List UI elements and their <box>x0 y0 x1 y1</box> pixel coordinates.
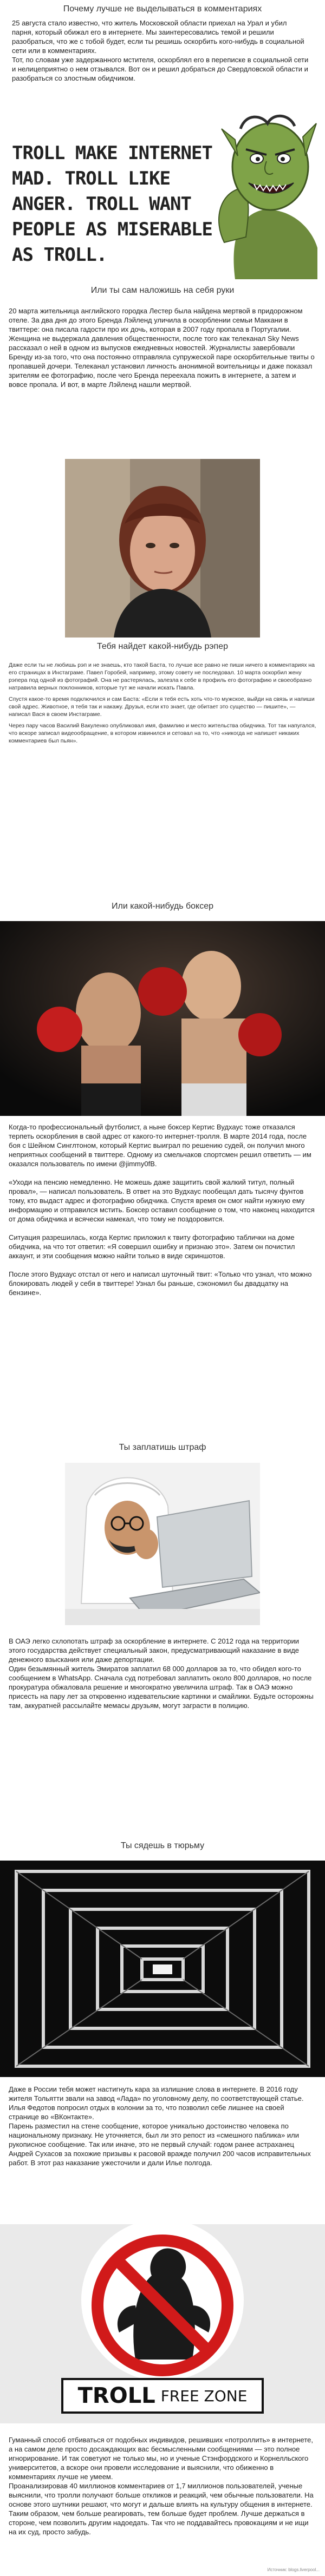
intro-title: Почему лучше не выделываться в комментариях <box>63 4 262 14</box>
section-5-text: Даже в России тебя может настигнуть кара за излишние слова в интернете. В 2016 году жителя Тольятти звали на завод «Лада» по уголовному делу, по соответствующей статье. Илья Федотов попросил отдых в колонии за то, что позволил себе лишнее на своей странице во «ВКонтакте». Парень разместил на стене сообщение, которое уникально достоинство человека по национальному признаку. Не уточняется, был ли это репост из «смешного паблика» или рукописное сообщение. Так или иначе, это не первый случай: годом ранее астраханец Андрей Сухасов за похожие призывы к расовой вражде получил 200 часов исправительных работ. В этот раз наказание ужесточили и дали Илье полгода. <box>9 2085 311 2167</box>
source-watermark: Источник: blogs.liverpool... <box>267 2567 320 2572</box>
free-zone-words: FREE ZONE <box>160 2387 248 2405</box>
section-1-title: Или ты сам наложишь на себя руки <box>90 286 235 295</box>
spiral-staircase-graphic <box>0 1861 325 2077</box>
troll-meme-image <box>8 107 317 279</box>
troll-free-zone-image <box>0 2224 325 2423</box>
intro-paragraph-2: Тот, по словам уже задержанного мстителя, оскорблял его в переписке в социальной сети и нелицеприятно о нем отзывался. Вот он и решил добраться до Свердловской области и разобраться со злостным обидчиком. <box>12 56 309 82</box>
boxers-photo-graphic <box>0 921 325 1116</box>
section-4-text: В ОАЭ легко схлопотать штраф за оскорбление в интернете. С 2012 года на территории этого государства действует специальный закон, предусматривающий наказание в виде денежного взыскания или даже депортации. Один безымянный житель Эмиратов заплатил 68 000 долларов за то, что обидел кого-то сообщением в WhatsApp. Сначала суд потребовал заплатить около 800 долларов, но после прокуратура обжаловала решение и многократно увеличила штраф. Так в ОАЭ можно присесть на пару лет за откровенно издевательские картинки и смайлики. Будьте осторожны там, аккуратней рассылайте мемасы друзьям, могут заграсти в полицию. <box>9 1637 314 1710</box>
section-3-title: Или какой-нибудь боксер <box>111 902 214 911</box>
section-3-paragraph-3: Ситуация разрешилась, когда Кертис приложил к твиту фотографию таблички на доме обидчика, на что тот ответил: «Я совершил ошибку и признаю это». Затем он почистил аккаунт, и эти сообщения можно найти только в виде скриншотов. <box>9 1233 295 1260</box>
section-3-text <box>9 1122 316 1297</box>
section-2-paragraph-2: Спустя какое-то время подключился и сам Баста: «Если я тебя есть хоть что-то мужское, выйди на связь и напиши свой адрес. Животное, я тебя так и накажу. Друзья, если кто знает, где обитает это существо — пишите», — написал Вася в своем Инстаграме. <box>9 696 315 718</box>
section-1-text: 20 марта жительница английского городка Лестер была найдена мертвой в придорожном отеле. За два дня до этого Бренда Лэйленд уличила в оскорблении семьи Маккани в твиттере: она писала гадости про их дочь, которая в 2007 году пропала в Португалии. Женщина не выдержала давления общественности, после того как телеканал Sky News рассказал о ней в одном из выпусков ежедневных новостей. Журналисты завербовали Бренду из-за того, что она постоянно отправляла супружеской паре оскорбительные твиты о пропавшей дочери. Телеканал установил личность анонимной воительницы и даже показал зрителям ее фотографию, после чего Бренда переехала пожить в интернете, а затем и вовсе пропала. И вот, в марте Лэйленд нашли мертвой. <box>9 307 315 389</box>
troll-free-zone-label <box>62 2381 263 2410</box>
woman-photo-graphic <box>65 459 260 638</box>
woman-photo <box>65 459 260 638</box>
laptop-man-graphic <box>65 1463 260 1625</box>
section-2-paragraph-3: Через пару часов Василий Вакуленко опубликовал имя, фамилию и место жительства обидчика. Тот так напугался, что вскоре записал видеообращение, в котором извинился и сетовал на то, что «никогда не напишет никаких комментариев был пьян». <box>9 722 316 744</box>
troll-meme-caption: TROLL MAKE INTERNET MAD. TROLL LIKE ANGER. TROLL WANT PEOPLE AS MISERABLE AS TROLL. <box>12 142 212 266</box>
boxers-photo <box>0 921 325 1116</box>
section-5-title: Ты сядешь в тюрьму <box>120 1841 205 1850</box>
outro-text: Гуманный способ отбиваться от подобных индивидов, решивших «потроллить» в интернете, а на самом деле просто досаждающих вас бесмысленными сообщениями — это полное игнорирование. И так советуют не только мы, но и ученые Стэнфордского и Корнелльского университетов, а вскоре они провели исследование и выяснили, что обиженно в комментариях лучше не умеем. Проанализировав 40 миллионов комментариев от 1,7 миллионов пользователей, ученые выяснили, что тролли получают больше откликов и реакций, чем обычные пользователи. На основе этого шутники решают, что могут и дальше влиять на культуру общения в интернете. Таким образом, чем больше реагировать, тем больше будет проблем. Лучше держаться в стороне, чем позволить другим надоедать. Так что не поддавайтесь провокациям и не ищи на их суд, просто забудь. <box>9 2436 314 2536</box>
spiral-staircase-photo <box>0 1861 325 2077</box>
section-3-paragraph-1: Когда-то профессиональный футболист, а ныне боксер Кертис Вудхаус тоже отказался терпеть оскорбления в свой адрес от какого-то интернет-тролля. В марте 2014 года, после боя с Шейном Синглтоном, который Кертис выиграл по решению судей, он получил много неприятных сообщений в твиттере. Одному из смельчаков спортсмен решил ответить — им оказался пользователь по имени @jimmy0fB. <box>9 1123 311 1168</box>
section-3-paragraph-2: «Уходи на пенсию немедленно. Не можешь даже защитить свой жалкий титул, полный провал», — написал пользователь. В ответ на это Вудхаус пообещал дать тысячу фунтов тому, кто выдаст адрес и фотографию обидчика. Спустя время он смог найти нужную ему информацию и отправился мстить. Боксер оставил сообщение о том, что наконец находится от дома обидчика и всячески намекал, что тому не поздоровится. <box>9 1178 315 1223</box>
troll-word: TROLL <box>77 2383 155 2408</box>
troll-illustration <box>8 107 317 279</box>
section-2-text <box>9 661 316 748</box>
laptop-man-photo <box>65 1463 260 1625</box>
intro-text <box>12 18 309 83</box>
section-2-title: Тебя найдет какой-нибудь рэпер <box>97 642 228 651</box>
section-3-paragraph-4: После этого Вудхаус отстал от него и написал шуточный твит: «Только что узнал, что можно блокировать людей у себя в твиттере! Узнал бы раньше, сэкономил бы двадцатку на бензине». <box>9 1270 312 1297</box>
section-4-title: Ты заплатишь штраф <box>119 1443 206 1452</box>
intro-paragraph: 25 августа стало известно, что житель Московской области приехал на Урал и убил парня, который обижал его в интернете. Мы заинтересовались темой и решили разобраться, что же с тобой будет, если ты решишь оскорбить кого-нибудь в социальной сети или в комментариях. <box>12 19 304 55</box>
section-2-paragraph-1: Даже если ты не любишь рэп и не знаешь, кто такой Баста, то лучше все равно не пиши ничего в комментариях на его страницах в Инстаграме. Павел Горобей, например, этому совету не последовал. 10 марта оскорбил жену рэпера под одной из фотографий. Она не растерялась, залезла к себе в профиль его фотографию и своеобразно натравила верных поклонников, которые тут же начали искать Павла. <box>9 662 315 691</box>
